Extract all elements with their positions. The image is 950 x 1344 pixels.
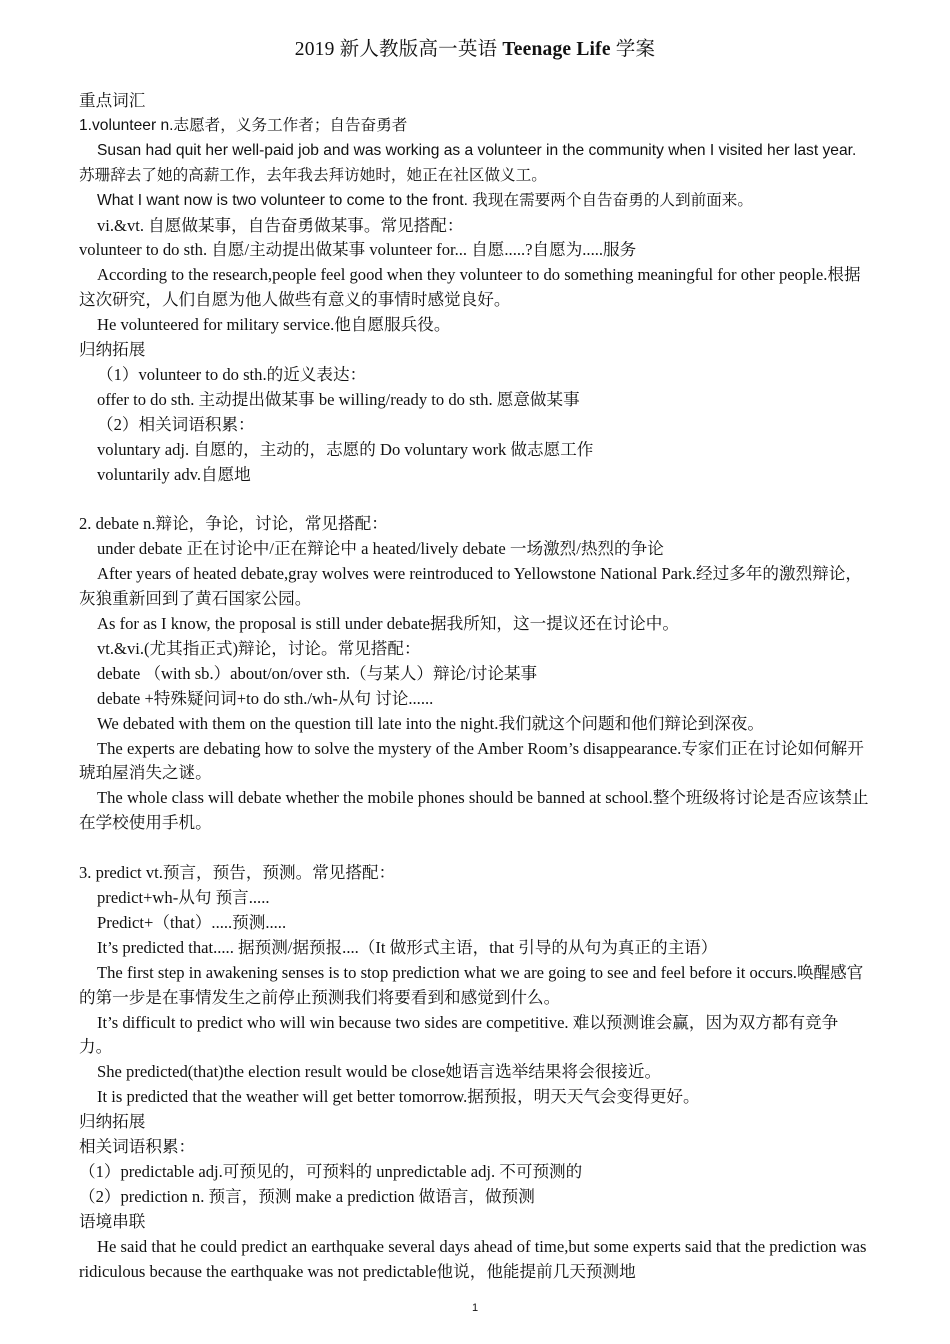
text-line: 语境串联 xyxy=(79,1211,146,1231)
text-line: debate （with sb.）about/on/over sth.（与某人）辩论/讨论某事 xyxy=(97,663,538,683)
title-prefix: 2019 新人教版高一英语 xyxy=(294,39,503,60)
text-line: It’s predicted that..... 据预测/据预报....（It 做形式主语，that 引导的从句为真正的主语） xyxy=(97,937,718,957)
text-line: He said that he could predict an earthquake several days ahead of time,but some experts said that the prediction was ridiculous because the earthquake was not predictable他说，他能提前几天预测地 xyxy=(79,1236,867,1281)
text-line: volunteer to do sth. 自愿/主动提出做某事 volunteer for... 自愿.....?自愿为.....服务 xyxy=(79,240,637,260)
text-line: （2）prediction n. 预言，预测 make a prediction 做语言，做预测 xyxy=(79,1186,535,1206)
text-line: 归纳拓展 xyxy=(79,1112,146,1132)
text-line: He volunteered for military service.他自愿服兵役。 xyxy=(97,315,451,335)
text-line: Susan had quit her well-paid job and was working as a volunteer in the community when I visited her last year.苏珊辞去了她的高薪工作，去年我去拜访她时，她正在社区做义工。 xyxy=(79,141,857,184)
text-line: voluntary adj. 自愿的，主动的，志愿的 Do voluntary work 做志愿工作 xyxy=(97,439,594,459)
text-line: What I want now is two volunteer to come to the front. 我现在需要两个自告奋勇的人到前面来。 xyxy=(97,191,753,209)
text-line: We debated with them on the question till late into the night.我们就这个问题和他们辩论到深夜。 xyxy=(97,713,764,733)
text-line: According to the research,people feel good when they volunteer to do something meaningful for other people.根据这次研究，人们自愿为他人做些有意义的事情时感觉良好。 xyxy=(79,265,861,310)
text-line: （1）predictable adj.可预见的，可预料的 unpredictable adj. 不可预测的 xyxy=(79,1161,583,1181)
text-line: After years of heated debate,gray wolves were reintroduced to Yellowstone National Park.经过多年的激烈辩论，灰狼重新回到了黄石国家公园。 xyxy=(79,564,862,609)
document-body xyxy=(79,89,869,1284)
text-line: She predicted(that)the election result would be close她语言选举结果将会很接近。 xyxy=(97,1062,662,1082)
text-line: 相关词语积累： xyxy=(79,1137,196,1157)
text-line: predict+wh-从句 预言..... xyxy=(97,887,270,907)
text-line: As for as I know, the proposal is still under debate据我所知，这一提议还在讨论中。 xyxy=(97,614,679,634)
text-line: vt.&vi.(尤其指正式)辩论，讨论。常见搭配： xyxy=(97,638,421,658)
title-suffix: 学案 xyxy=(610,39,656,60)
text-line: The first step in awakening senses is to stop prediction what we are going to see and feel before it occurs.唤醒感官的第一步是在事情发生之前停止预测我们将要看到和感觉到什么。 xyxy=(79,962,864,1007)
text-line: vi.&vt. 自愿做某事，自告奋勇做某事。常见搭配： xyxy=(97,215,464,235)
text-line: The experts are debating how to solve the mystery of the Amber Room’s disappearance.专家们正在讨论如何解开琥珀屋消失之谜。 xyxy=(79,738,864,783)
text-line: 3. predict vt.预言，预告，预测。常见搭配： xyxy=(79,863,396,883)
text-line: 重点词汇 xyxy=(79,91,146,110)
text-line: under debate 正在讨论中/正在辩论中 a heated/lively debate 一场激烈/热烈的争论 xyxy=(97,539,664,559)
text-line: Predict+（that）.....预测..... xyxy=(97,912,287,932)
text-line: offer to do sth. 主动提出做某事 be willing/ready to do sth. 愿意做某事 xyxy=(97,389,580,409)
text-line: It is predicted that the weather will get better tomorrow.据预报，明天天气会变得更好。 xyxy=(97,1087,700,1107)
page-title xyxy=(0,33,950,61)
page-number: 1 xyxy=(471,1302,479,1314)
text-line: The whole class will debate whether the mobile phones should be banned at school.整个班级将讨论是否应该禁止在学校使用手机。 xyxy=(79,788,869,833)
text-line: 归纳拓展 xyxy=(79,340,146,360)
title-bold: Teenage Life xyxy=(502,39,611,60)
text-line: （2）相关词语积累： xyxy=(97,414,255,434)
text-line: voluntarily adv.自愿地 xyxy=(97,464,251,484)
blank-line xyxy=(79,836,869,861)
text-line: 1.volunteer n.志愿者，义务工作者；自告奋勇者 xyxy=(79,116,408,134)
text-line: It’s difficult to predict who will win because two sides are competitive. 难以预测谁会赢，因为双方都有竞争力。 xyxy=(79,1012,839,1057)
text-line: debate +特殊疑问词+to do sth./wh-从句 讨论...... xyxy=(97,688,434,708)
text-line: 2. debate n.辩论，争论，讨论，常见搭配： xyxy=(79,514,388,534)
text-line: （1）volunteer to do sth.的近义表达： xyxy=(97,364,367,384)
blank-line xyxy=(79,488,869,513)
